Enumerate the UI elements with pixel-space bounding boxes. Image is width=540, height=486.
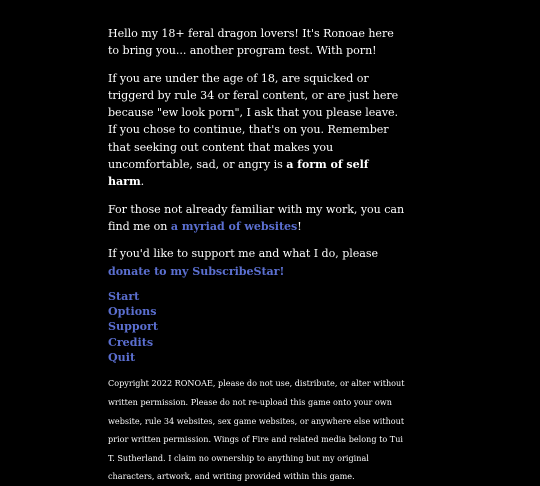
main-menu	[108, 289, 408, 365]
options-button[interactable]: Options	[108, 305, 157, 319]
intro-text: Hello my 18+ feral dragon lovers! It's Ronoae here to bring you... another program test. With porn!	[108, 27, 394, 58]
copyright-block	[108, 374, 408, 486]
menu-item-start	[108, 289, 408, 304]
familiar-paragraph	[108, 201, 408, 236]
main-content	[108, 25, 408, 486]
support-text: If you'd like to support me and what I do, please	[108, 247, 378, 261]
support-button[interactable]: Support	[108, 320, 158, 334]
quit-button[interactable]: Quit	[108, 351, 136, 365]
websites-link[interactable]: a myriad of websites	[170, 219, 298, 233]
menu-item-credits	[108, 335, 408, 350]
menu-item-support	[108, 319, 408, 334]
subscribestar-link[interactable]: donate to my SubscribeStar!	[108, 264, 285, 278]
copyright-text: Copyright 2022 RONOAE, please do not use, distribute, or alter without written permission. Please do not re-upload this game onto your own website, rule 34 websites, sex game websites, or anywhere else without prior written permission. Wings of Fire and related media belong to Tui T. Sutherland. I claim no ownership to anything but my original characters, artwork, and writing provided within this game.	[108, 378, 405, 482]
menu-item-options	[108, 304, 408, 319]
start-button[interactable]: Start	[108, 289, 140, 303]
familiar-end: !	[297, 219, 302, 233]
warning-paragraph	[108, 70, 408, 191]
familiar-text: For those not already familiar with my work, you can find me on	[108, 202, 405, 233]
warning-emphasis: a form of self harm	[108, 158, 369, 189]
intro-paragraph	[108, 25, 408, 60]
warning-end: .	[140, 175, 145, 189]
menu-item-quit	[108, 350, 408, 365]
support-paragraph	[108, 245, 408, 280]
warning-text: If you are under the age of 18, are squicked or triggerd by rule 34 or feral content, or are just here because "ew look porn", I ask that you please leave. If you chose to continue, that's on you. Remember that seeking out content that makes you uncomfortable, sad, or angry is	[108, 71, 399, 172]
credits-button[interactable]: Credits	[108, 335, 154, 349]
